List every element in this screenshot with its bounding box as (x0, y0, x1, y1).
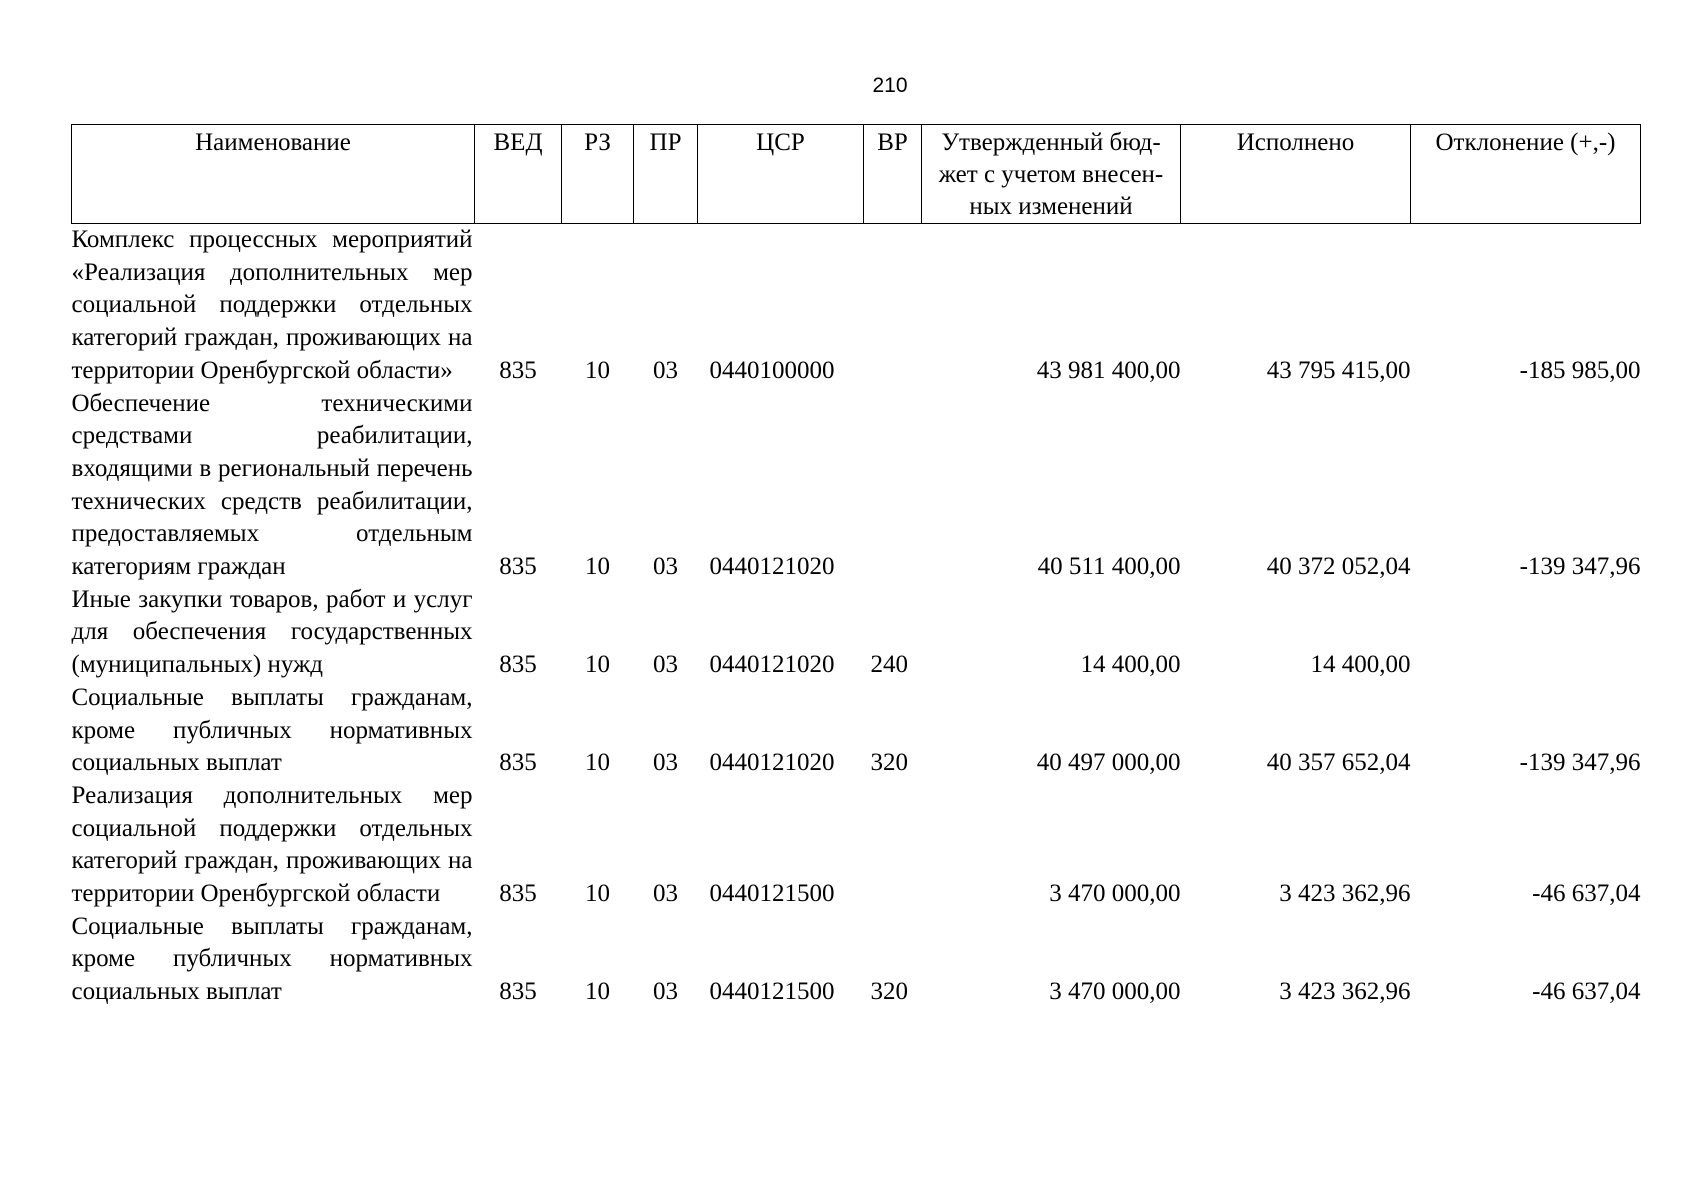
column-header-name: Наименование (72, 125, 475, 224)
column-header-budget-line: жет с учетом внесен- (938, 161, 1164, 188)
row-deviation: -185 985,00 (1519, 356, 1641, 384)
table-row (72, 584, 1641, 682)
row-budget: 40 511 400,00 (1037, 553, 1181, 581)
row-budget: 40 497 000,00 (1036, 749, 1181, 777)
row-rz: 10 (585, 880, 610, 908)
column-header-csr: ЦСР (698, 125, 864, 224)
column-header-budget-line: Утвержденный бюд- (941, 129, 1161, 156)
row-name: Обеспечение техническими средствами реабилитации, входящими в региональный перечень технических средств реабилитации, предоставляемых отдельным категориям граждан (71, 389, 473, 581)
row-name: Комплекс процессных мероприятий «Реализация дополнительных мер социальной поддержки отдельных категорий граждан, проживающих на территории Оренбургской области» (71, 226, 473, 384)
row-csr: 0440100000 (709, 356, 835, 384)
row-budget: 3 470 000,00 (1049, 978, 1181, 1006)
row-vr: 320 (870, 749, 908, 777)
row-executed: 14 400,00 (1310, 651, 1411, 679)
column-header-deviation: Отклонение (+,-) (1411, 125, 1641, 224)
table-header-row (72, 125, 1641, 224)
row-csr: 0440121500 (709, 880, 835, 908)
row-ved: 835 (499, 880, 537, 908)
row-vr (864, 388, 922, 584)
column-header-budget (922, 125, 1181, 224)
row-executed: 3 423 362,96 (1279, 978, 1411, 1006)
row-budget: 43 981 400,00 (1036, 356, 1181, 384)
column-header-pr: ПР (634, 125, 698, 224)
row-name: Социальные выплаты гражданам, кроме публичных нормативных социальных выплат (71, 683, 473, 777)
row-ved: 835 (499, 651, 537, 679)
row-executed: 3 423 362,96 (1279, 880, 1411, 908)
page-number: 210 (872, 74, 908, 97)
row-budget: 14 400,00 (1080, 651, 1181, 679)
row-name: Иные закупки товаров, работ и услуг для обеспечения государственных (муниципальных) нужд (71, 585, 473, 679)
row-vr: 320 (870, 978, 908, 1006)
row-csr: 0440121020 (709, 651, 835, 679)
column-header-executed: Исполнено (1181, 125, 1411, 224)
row-executed: 40 372 052,04 (1266, 553, 1411, 581)
budget-execution-table (71, 124, 1641, 1009)
row-rz: 10 (585, 553, 610, 581)
table-row (72, 911, 1641, 1009)
row-name: Реализация дополнительных мер социальной поддержки отдельных категорий граждан, проживающих на территории Оренбургской области (71, 781, 473, 908)
column-header-budget-line: ных изменений (969, 193, 1133, 220)
row-executed: 40 357 652,04 (1266, 749, 1411, 777)
column-header-vr: ВР (864, 125, 922, 224)
row-rz: 10 (585, 651, 610, 679)
column-header-ved: ВЕД (475, 125, 562, 224)
table-row (72, 682, 1641, 780)
row-deviation: -139 347,96 (1519, 553, 1641, 581)
row-ved: 835 (499, 553, 537, 581)
table-row (72, 388, 1641, 584)
row-pr: 03 (653, 356, 678, 384)
table-row (72, 780, 1641, 911)
row-pr: 03 (653, 553, 678, 581)
row-ved: 835 (499, 356, 537, 384)
row-csr: 0440121500 (709, 978, 835, 1006)
row-pr: 03 (653, 651, 678, 679)
row-pr: 03 (653, 880, 678, 908)
column-header-rz: РЗ (562, 125, 634, 224)
row-pr: 03 (653, 978, 678, 1006)
row-deviation: -46 637,04 (1532, 880, 1641, 908)
row-name: Социальные выплаты гражданам, кроме публичных нормативных социальных выплат (71, 912, 473, 1006)
table-row (72, 224, 1641, 388)
row-ved: 835 (499, 749, 537, 777)
row-deviation: -46 637,04 (1532, 978, 1641, 1006)
row-vr (864, 224, 922, 388)
row-budget: 3 470 000,00 (1049, 880, 1181, 908)
row-rz: 10 (585, 749, 610, 777)
row-vr (864, 780, 922, 911)
row-deviation: -139 347,96 (1519, 749, 1641, 777)
row-pr: 03 (653, 749, 678, 777)
row-rz: 10 (585, 978, 610, 1006)
row-csr: 0440121020 (709, 553, 835, 581)
row-vr: 240 (870, 651, 908, 679)
row-csr: 0440121020 (709, 749, 835, 777)
row-rz: 10 (585, 356, 610, 384)
row-deviation (1411, 584, 1641, 682)
row-ved: 835 (499, 978, 537, 1006)
row-executed: 43 795 415,00 (1266, 356, 1411, 384)
